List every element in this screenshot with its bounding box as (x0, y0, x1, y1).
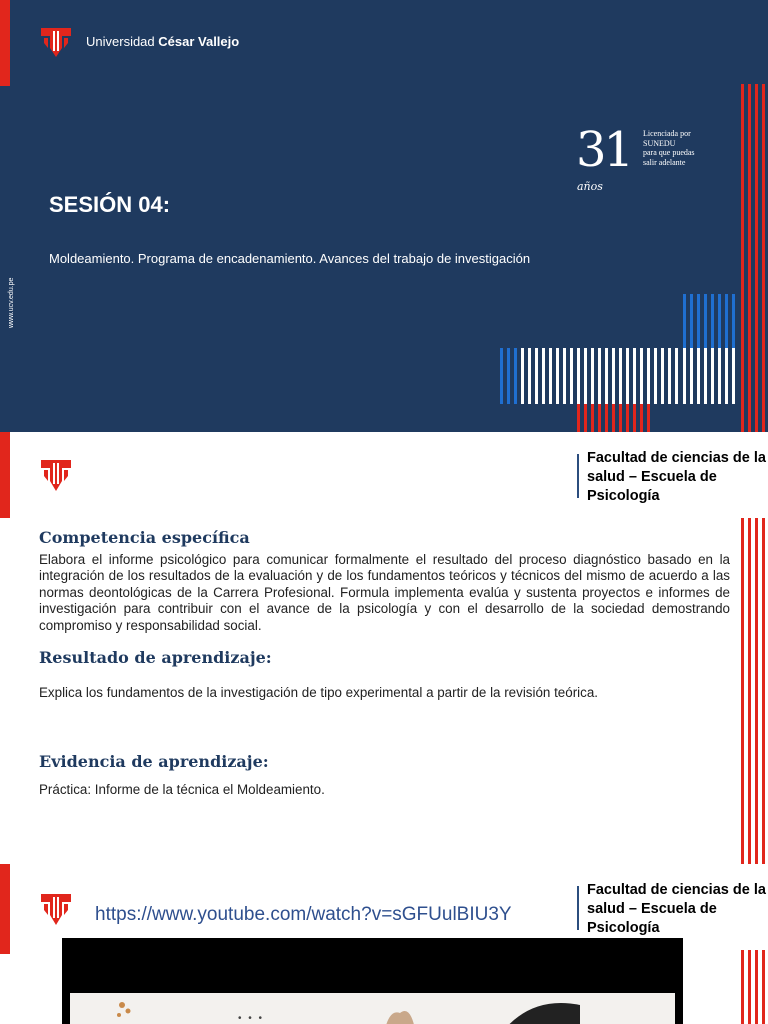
session-title: SESIÓN 04: (49, 192, 171, 217)
red-accent-bar (0, 864, 10, 954)
ucv-logo-icon (40, 892, 72, 928)
brand-bold: César Vallejo (158, 34, 240, 49)
red-stripes-top (741, 84, 765, 432)
faculty-label: Facultad de ciencias de la salud – Escuela de Psicología (587, 450, 766, 504)
license-line: para que puedas (643, 148, 695, 157)
red-stripes-bottom (577, 404, 650, 432)
red-stripes-right (740, 518, 768, 864)
faculty-divider (577, 454, 579, 498)
video-figure-icon (110, 997, 140, 1024)
video-slide (0, 864, 768, 1024)
video-person-icon (500, 995, 580, 1024)
ucv-logo-icon (40, 458, 72, 494)
competencia-heading: Competencia específica (39, 528, 250, 547)
evidencia-text: Práctica: Informe de la técnica el Moldeamiento. (39, 782, 325, 797)
video-dots: • • • (238, 1013, 265, 1024)
license-line: SUNEDU (643, 138, 676, 148)
white-stripes (521, 348, 735, 404)
ucv-logo-icon (40, 26, 72, 60)
website-url: www.ucv.edu.pe (8, 277, 15, 328)
license-line: salir adelante (643, 157, 686, 167)
resultado-text: Explica los fundamentos de la investigación de tipo experimental a partir de la revisión teórica. (39, 685, 598, 700)
title-slide (0, 0, 768, 432)
competencia-text: Elabora el informe psicológico para comunicar formalmente el resultado del proceso diagnóstico basado en la integración de los resultados de la evaluación y de los fundamentos teóricos y técnicos del mismo de acuerdo a las normas deontológicas de la Carrera Profesional. Formula implementa evalúa y sustenta proyectos e informes de investigación para contribuir con el avance de la psicología y con el desarrollo de la sociedad demostrando compromiso y responsabilidad social. (39, 552, 730, 633)
anniversary-word: años (577, 180, 603, 193)
youtube-link[interactable]: https://www.youtube.com/watch?v=sGFUulBIU3Y (95, 904, 512, 925)
red-stripes-right (740, 950, 768, 1024)
brand-prefix: Universidad (86, 34, 159, 49)
faculty-label: Facultad de ciencias de la salud – Escuela de Psicología (587, 882, 766, 936)
video-frame (70, 993, 675, 1024)
video-hand-icon (380, 1001, 420, 1024)
anniversary-number: 31 (576, 122, 632, 178)
license-line: Licenciada por (643, 129, 691, 138)
red-accent-bar (0, 0, 10, 86)
session-subtitle: Moldeamiento. Programa de encadenamiento. Avances del trabajo de investigación (49, 251, 531, 266)
resultado-heading: Resultado de aprendizaje: (39, 648, 272, 667)
video-player[interactable] (62, 938, 683, 1024)
objectives-slide (0, 432, 768, 864)
red-accent-bar (0, 432, 10, 518)
decorative-stripes (500, 84, 768, 432)
faculty-divider (577, 886, 579, 930)
evidencia-heading: Evidencia de aprendizaje: (39, 752, 269, 771)
university-name (86, 34, 239, 49)
